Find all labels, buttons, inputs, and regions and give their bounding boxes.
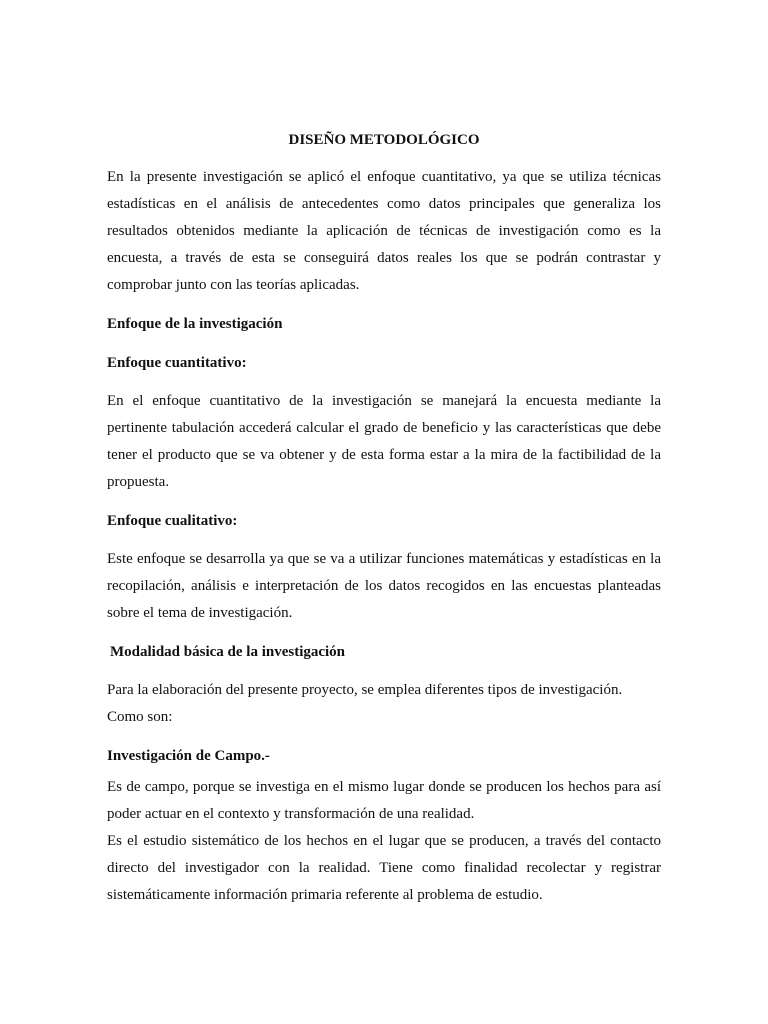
subsection-heading-cuantitativo: Enfoque cuantitativo: (107, 355, 247, 371)
intro-paragraph: En la presente investigación se aplicó el enfoque cuantitativo, ya que se utiliza técnicas estadísticas en el análisis de antecedentes como datos principales que generaliza los resultados obtenidos mediante la aplicación de técnicas de investigación como es la encuesta, a través de esta se conseguirá datos reales los que se podrán contrastar y comprobar junto con las teorías aplicadas. (107, 169, 661, 293)
campo-paragraph-2: Es el estudio sistemático de los hechos en el lugar que se producen, a través del contacto directo del investigador con la realidad. Tiene como finalidad recolectar y registrar sistemáticamente información primaria referente al problema de estudio. (107, 833, 661, 903)
subsection-heading-campo: Investigación de Campo.- (107, 748, 270, 764)
section-heading-enfoque: Enfoque de la investigación (107, 316, 283, 332)
cualitativo-paragraph: Este enfoque se desarrolla ya que se va a utilizar funciones matemáticas y estadísticas en la recopilación, análisis e interpretación de los datos recogidos en las encuestas planteadas sobre el tema de investigación. (107, 551, 661, 621)
modalidad-paragraph-line2: Como son: (107, 709, 173, 725)
campo-paragraph-1: Es de campo, porque se investiga en el mismo lugar donde se producen los hechos para así poder actuar en el contexto y transformación de una realidad. (107, 779, 661, 822)
document-body (107, 126, 661, 909)
section-heading-modalidad: Modalidad básica de la investigación (110, 644, 346, 660)
modalidad-paragraph-line1: Para la elaboración del presente proyecto, se emplea diferentes tipos de investigación. (107, 682, 623, 698)
cuantitativo-paragraph: En el enfoque cuantitativo de la investigación se manejará la encuesta mediante la pertinente tabulación accederá calcular el grado de beneficio y las características que debe tener el producto que se va obtener y de esta forma estar a la mira de la factibilidad de la propuesta. (107, 393, 661, 490)
document-title: DISEÑO METODOLÓGICO (288, 132, 480, 148)
subsection-heading-cualitativo: Enfoque cualitativo: (107, 513, 238, 529)
